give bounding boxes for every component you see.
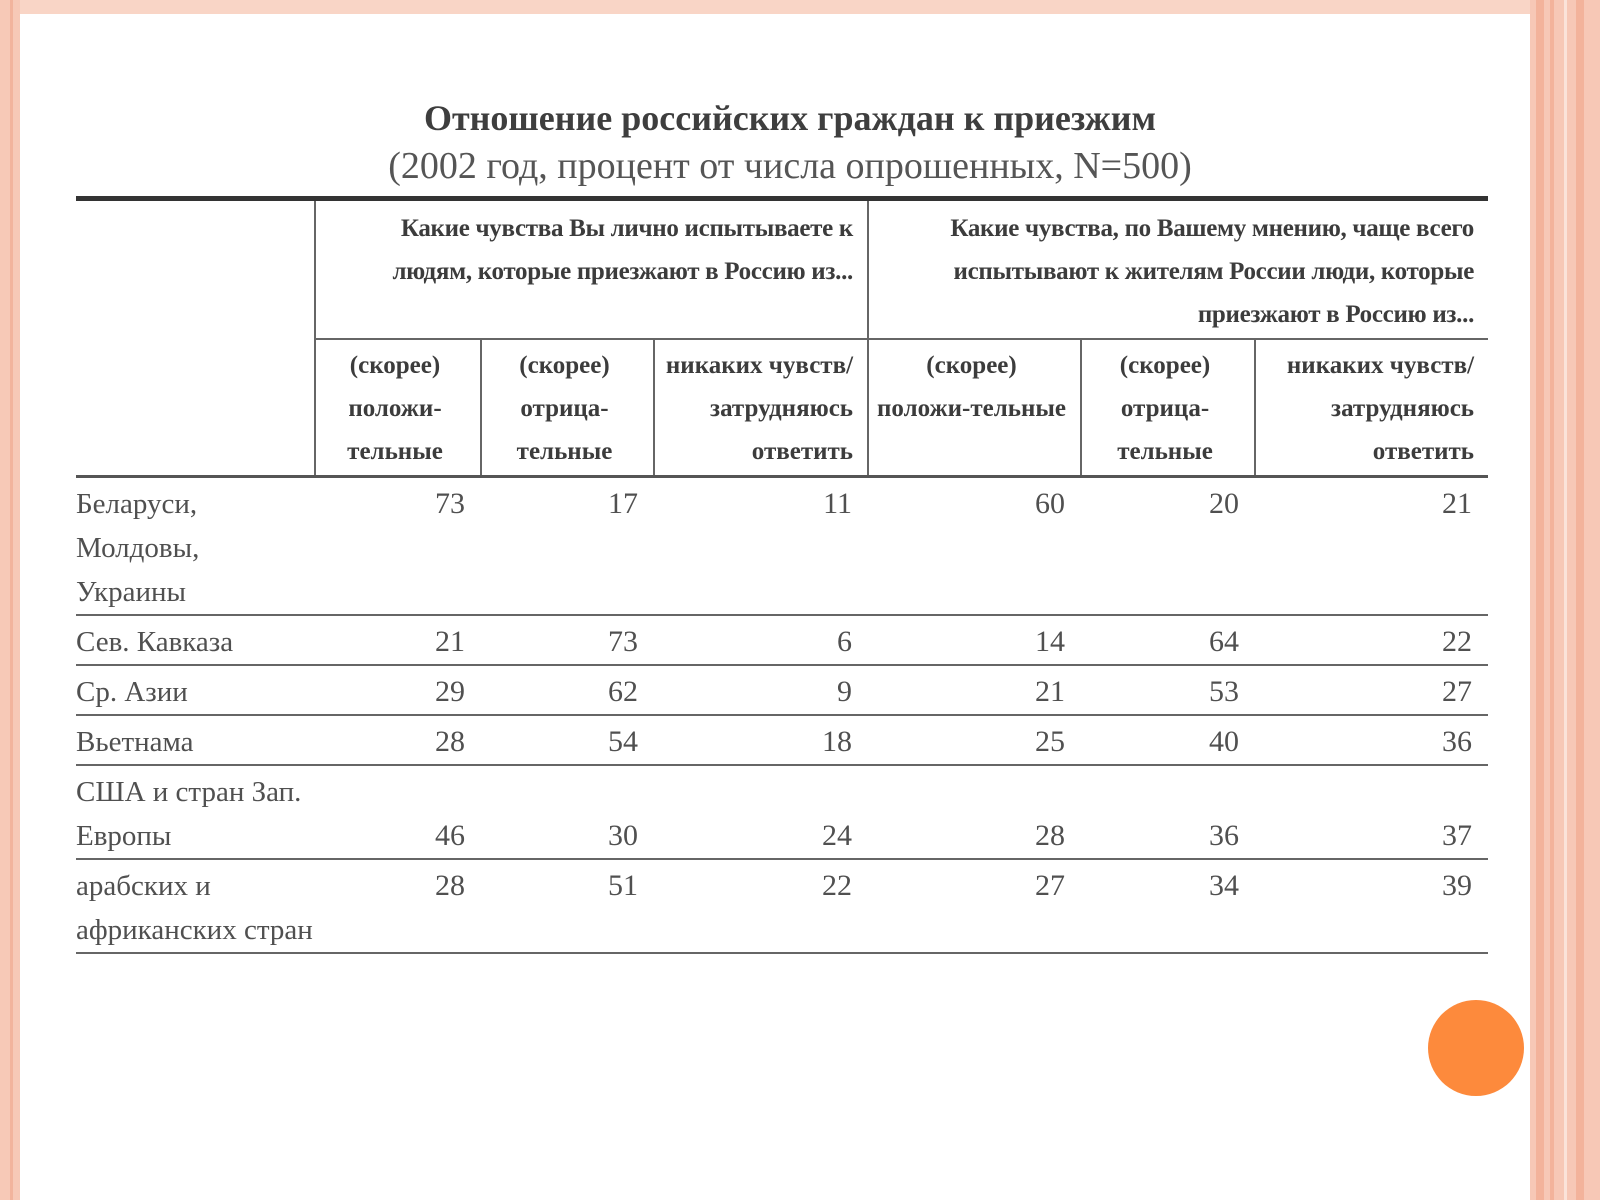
subheader-row bbox=[76, 339, 1488, 477]
cell-value: 11 bbox=[654, 477, 868, 616]
row-label: Сев. Кавказа bbox=[76, 615, 315, 665]
corner-cell bbox=[76, 199, 315, 340]
subheader-none: никаких чувств/ затрудняюсь ответить bbox=[1255, 339, 1488, 477]
group-header-personal: Какие чувства Вы лично испытываете к людям, которые приезжают в Россию из... bbox=[315, 199, 868, 340]
cell-value: 28 bbox=[315, 859, 481, 953]
slide-frame-right bbox=[1530, 0, 1600, 1200]
cell-value: 17 bbox=[481, 477, 654, 616]
table-row bbox=[76, 477, 1488, 616]
table-title: Отношение российских граждан к приезжим bbox=[423, 98, 1157, 138]
cell-value: 51 bbox=[481, 859, 654, 953]
cell-value: 34 bbox=[1081, 859, 1255, 953]
slide-frame-top bbox=[0, 0, 1530, 14]
cell-value: 27 bbox=[1255, 665, 1488, 715]
cell-value: 37 bbox=[1255, 765, 1488, 859]
row-label: арабских и африканских стран bbox=[76, 859, 315, 953]
subheader-none: никаких чувств/ затрудняюсь ответить bbox=[654, 339, 868, 477]
survey-table bbox=[76, 196, 1488, 954]
cell-value: 62 bbox=[481, 665, 654, 715]
cell-value: 22 bbox=[1255, 615, 1488, 665]
subheader-negative: (скорее) отрица-тельные bbox=[1081, 339, 1255, 477]
cell-value: 73 bbox=[481, 615, 654, 665]
cell-value: 24 bbox=[654, 765, 868, 859]
row-label: Вьетнама bbox=[76, 715, 315, 765]
cell-value: 18 bbox=[654, 715, 868, 765]
cell-value: 9 bbox=[654, 665, 868, 715]
cell-value: 25 bbox=[868, 715, 1081, 765]
cell-value: 53 bbox=[1081, 665, 1255, 715]
cell-value: 28 bbox=[868, 765, 1081, 859]
cell-value: 28 bbox=[315, 715, 481, 765]
table-row bbox=[76, 665, 1488, 715]
cell-value: 60 bbox=[868, 477, 1081, 616]
cell-value: 27 bbox=[868, 859, 1081, 953]
cell-value: 36 bbox=[1081, 765, 1255, 859]
cell-value: 20 bbox=[1081, 477, 1255, 616]
cell-value: 30 bbox=[481, 765, 654, 859]
slide-frame-left bbox=[0, 0, 20, 1200]
subheader-positive: (скорее) положи-тельные bbox=[315, 339, 481, 477]
row-label: США и стран Зап. Европы bbox=[76, 765, 315, 859]
table-subtitle: (2002 год, процент от числа опрошенных, N=500) bbox=[388, 145, 1192, 187]
cell-value: 73 bbox=[315, 477, 481, 616]
subheader-negative: (скорее) отрица-тельные bbox=[481, 339, 654, 477]
table-row bbox=[76, 859, 1488, 953]
cell-value: 21 bbox=[868, 665, 1081, 715]
decorative-orange-circle bbox=[1428, 1000, 1524, 1096]
cell-value: 39 bbox=[1255, 859, 1488, 953]
cell-value: 40 bbox=[1081, 715, 1255, 765]
table-row bbox=[76, 765, 1488, 859]
cell-value: 22 bbox=[654, 859, 868, 953]
group-header-perceived: Какие чувства, по Вашему мнению, чаще всего испытывают к жителям России люди, которые приезжают в Россию из... bbox=[868, 199, 1488, 340]
table-row bbox=[76, 715, 1488, 765]
cell-value: 29 bbox=[315, 665, 481, 715]
group-header-row bbox=[76, 199, 1488, 340]
row-label: Ср. Азии bbox=[76, 665, 315, 715]
cell-value: 36 bbox=[1255, 715, 1488, 765]
subheader-positive: (скорее) положи-тельные bbox=[868, 339, 1081, 477]
cell-value: 54 bbox=[481, 715, 654, 765]
cell-value: 46 bbox=[315, 765, 481, 859]
cell-value: 6 bbox=[654, 615, 868, 665]
row-label: Беларуси, Молдовы, Украины bbox=[76, 477, 315, 616]
cell-value: 64 bbox=[1081, 615, 1255, 665]
cell-value: 21 bbox=[1255, 477, 1488, 616]
cell-value: 21 bbox=[315, 615, 481, 665]
table-row bbox=[76, 615, 1488, 665]
cell-value: 14 bbox=[868, 615, 1081, 665]
